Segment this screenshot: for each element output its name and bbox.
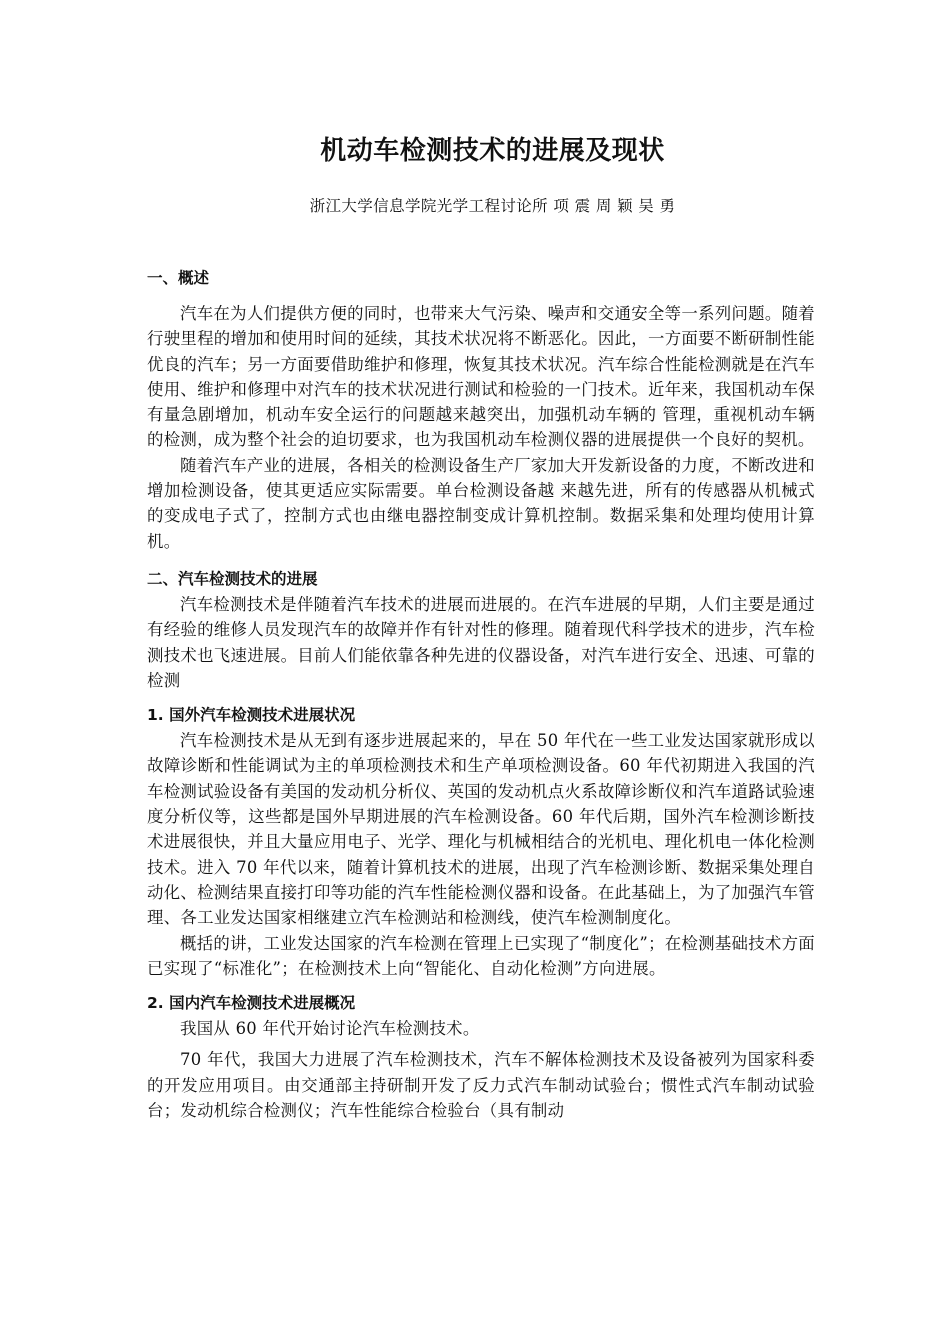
paragraph: 我国从 60 年代开始讨论汽车检测技术。 bbox=[180, 1019, 480, 1039]
document-title: 机动车检测技术的进展及现状 bbox=[320, 136, 665, 166]
paragraph: 汽车检测技术是伴随着汽车技术的进展而进展的。在汽车进展的早期，人们主要是通过有经验的维修人员发现汽车的故障并作有针对性的修理。随着现代科学技术的进步，汽车检测技术也飞速进展。目前人们能依靠各种先进的仪器设备，对汽车进行安全、迅速、可靠的检测 bbox=[147, 594, 815, 690]
document-body bbox=[147, 266, 815, 1123]
paragraph: 概括的讲，工业发达国家的汽车检测在管理上已实现了“制度化”；在检测基础技术方面已实现了“标准化”；在检测技术上向“智能化、自动化检测”方向进展。 bbox=[147, 933, 815, 978]
paragraph: 70 年代，我国大力进展了汽车检测技术，汽车不解体检测技术及设备被列为国家科委的开发应用项目。由交通部主持研制开发了反力式汽车制动试验台；惯性式汽车制动试验台；发动机综合检测仪；汽车性能综合检验台（具有制动 bbox=[147, 1050, 815, 1121]
paragraph: 随着汽车产业的进展，各相关的检测设备生产厂家加大开发新设备的力度，不断改进和增加检测设备，使其更适应实际需要。单台检测设备越 来越先进，所有的传感器从机械式的变成电子式了，控制方式也由继电器控制变成计算机控制。数据采集和处理均使用计算机。 bbox=[147, 455, 815, 551]
section-heading-domestic: 2. 国内汽车检测技术进展概况 bbox=[147, 994, 356, 1013]
section-heading-development: 二、汽车检测技术的进展 bbox=[147, 569, 318, 588]
document-authors: 浙江大学信息学院光学工程讨论所 项 震 周 颖 吴 勇 bbox=[309, 197, 676, 215]
paragraph: 汽车检测技术是从无到有逐步进展起来的，早在 50 年代在一些工业发达国家就形成以故障诊断和性能调试为主的单项检测技术和生产单项检测设备。60 年代初期进入我国的汽车检测试验设备有美国的发动机分析仪、英国的发动机点火系故障诊断仪和汽车道路试验速度分析仪等，这些都是国外早期进展的汽车检测设备。60 年代后期，国外汽车检测诊断技术进展很快，并且大量应用电子、光学、理化与机械相结合的光机电、理化机电一体化检测技术。进入 70 年代以来，随着计算机技术的进展，出现了汽车检测诊断、数据采集处理自动化、检测结果直接打印等功能的汽车性能检测仪器和设备。在此基础上，为了加强汽车管理、各工业发达国家相继建立汽车检测站和检测线，使汽车检测制度化。 bbox=[147, 731, 815, 928]
paragraph: 汽车在为人们提供方便的同时，也带来大气污染、噪声和交通安全等一系列问题。随着行驶里程的增加和使用时间的延续，其技术状况将不断恶化。因此，一方面要不断研制性能优良的汽车；另一方面要借助维护和修理，恢复其技术状况。汽车综合性能检测就是在汽车使用、维护和修理中对汽车的技术状况进行测试和检验的一门技术。近年来，我国机动车保有量急剧增加，机动车安全运行的问题越来越突出，加强机动车辆的 管理，重视机动车辆的检测，成为整个社会的迫切要求，也为我国机动车检测仪器的进展提供一个良好的契机。 bbox=[147, 304, 815, 450]
section-heading-foreign: 1. 国外汽车检测技术进展状况 bbox=[147, 706, 356, 725]
section-heading-overview: 一、概述 bbox=[147, 269, 210, 287]
